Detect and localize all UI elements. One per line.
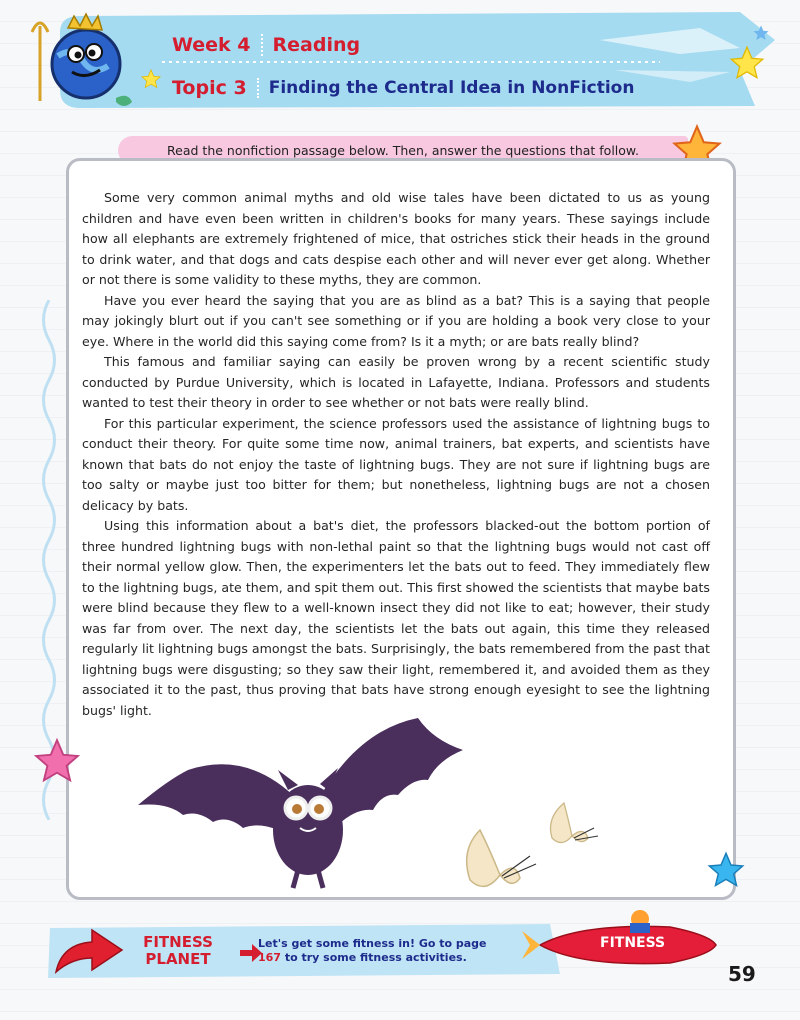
mascot-icon bbox=[28, 6, 138, 111]
star-icon bbox=[32, 736, 82, 786]
passage-paragraph-1: Some very common animal myths and old wise tales have been dictated to us as young children and have even been written in children's books for many years. These sayings include how all elephants are extremely frightened of mice, that ostriches stick their heads in the ground to drink water, and that dogs and cats despise each other and will never ever get along. Whether or not there is some validity to these myths, they are common. bbox=[82, 190, 710, 287]
topic-line bbox=[172, 73, 634, 103]
week-line bbox=[172, 30, 360, 60]
passage-paragraph-2: Have you ever heard the saying that you are as blind as a bat? This is a saying that people may jokingly blurt out if you can't see something or if you are holding a book very close to your eye. Where in the world did this saying come from? Is it a myth; or are bats really blind? bbox=[82, 292, 710, 349]
fitness-page-ref: 167 bbox=[258, 951, 281, 964]
topic-title: Finding the Central Idea in NonFiction bbox=[257, 78, 635, 98]
fitness-text-after: to try some fitness activities. bbox=[284, 951, 467, 964]
moth-illustration bbox=[460, 820, 540, 900]
passage-text bbox=[82, 188, 710, 721]
page-number: 59 bbox=[728, 962, 756, 986]
topic-label: Topic 3 bbox=[172, 77, 247, 99]
fitness-planet-line2: PLANET bbox=[145, 950, 211, 968]
moth-illustration bbox=[544, 798, 600, 852]
week-label: Week 4 bbox=[172, 34, 251, 56]
fitness-text-before: Let's get some fitness in! Go to page bbox=[258, 937, 487, 950]
rocket-label: FITNESS bbox=[600, 935, 666, 951]
passage-paragraph-4: For this particular experiment, the science professors used the assistance of lightning bugs to conduct their theory. For quite some time now, animal trainers, bat experts, and scientists have known that bats do not enjoy the taste of lightning bugs. They are not sure if lightning bugs are too salty or maybe just too bitter for them; but nonetheless, lightning bugs are not a chosen delicacy by bats. bbox=[82, 415, 710, 513]
fitness-planet-label bbox=[138, 934, 218, 968]
star-icon bbox=[706, 850, 746, 890]
instruction-banner: Read the nonfiction passage below. Then, answer the questions that follow. bbox=[118, 136, 688, 165]
star-icon bbox=[728, 44, 766, 82]
bat-illustration bbox=[128, 710, 468, 910]
star-icon bbox=[140, 68, 162, 90]
passage-paragraph-3: This famous and familiar saying can easily be proven wrong by a recent scientific study conducted by Purdue University, which is located in Lafayette, Indiana. Professors and students wanted to test their theory in order to see whether or not bats were really blind. bbox=[82, 354, 710, 410]
passage-paragraph-5: Using this information about a bat's diet, the professors blacked-out the bottom portion of three hundred lightning bugs with non-lethal paint so that the lightning bugs would not cast off their normal yellow glow. Then, the experimenters let the bats out to feed. They immediately flew to the lightning bugs, ate them, and spit them out. This first showed the scientists that maybe bats were blind because they flew to a well-known insect they did not like to eat; however, their study was far from over. The next day, the scientists let the bats out again, this time they released regularly lit lightning bugs amongst the bats. Surprisingly, the bats remembered from the past that lightning bugs were disgusting; so they saw their light, remembered it, and avoided them as they associated it to the past, thus proving that bats have strong enough eyesight to see the lightning bugs' light. bbox=[82, 518, 710, 718]
arrow-icon bbox=[52, 928, 124, 976]
fitness-planet-line1: FITNESS bbox=[143, 933, 213, 951]
star-icon bbox=[752, 24, 770, 42]
subject-label: Reading bbox=[261, 34, 361, 56]
fitness-instruction bbox=[258, 937, 508, 965]
